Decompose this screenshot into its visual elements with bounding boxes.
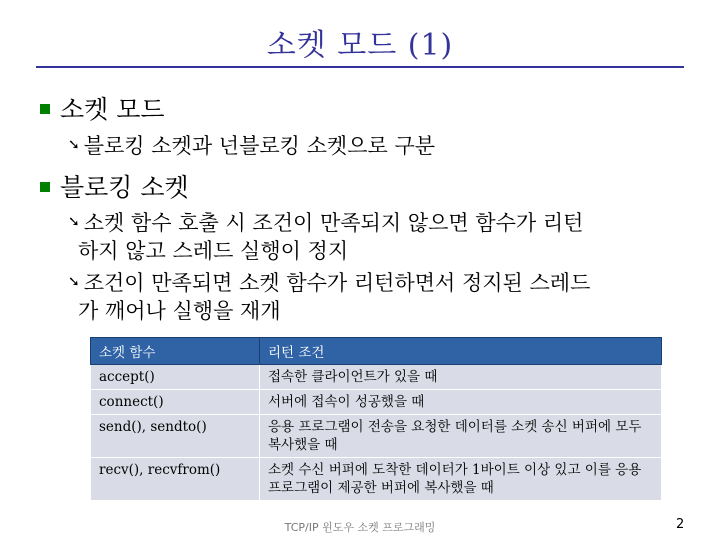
table-cell: recv(), recvfrom() [91, 458, 260, 501]
square-bullet-icon [40, 104, 50, 114]
arrow-bullet-icon: ➘ [68, 274, 80, 290]
arrow-bullet-icon: ➘ [68, 137, 80, 153]
arrow-bullet-icon: ➘ [68, 214, 80, 230]
subbullet-text: 블로킹 소켓과 넌블로킹 소켓으로 구분 [83, 134, 436, 158]
table-cell: send(), sendto() [91, 415, 260, 458]
table-row [91, 458, 662, 501]
table-cell: 접속한 클라이언트가 있을 때 [260, 365, 662, 390]
table-cell: accept() [91, 365, 260, 390]
slide-title: 소켓 모드 (1) [266, 28, 454, 63]
bullet-socket-mode [40, 90, 165, 126]
table-cell: connect() [91, 390, 260, 415]
table-header-row [91, 338, 662, 365]
page-number: 2 [676, 517, 685, 532]
subbullet-blocking-desc [68, 210, 688, 265]
column-header: 소켓 함수 [91, 338, 260, 365]
subbullet-continuation: 가 깨어나 실행을 재개 [78, 299, 281, 323]
subbullet-wakeup-desc [68, 270, 688, 325]
table-cell: 응용 프로그램이 전송을 요청한 데이터를 소켓 송신 버퍼에 모두 복사했을 때 [260, 415, 662, 458]
table-cell: 서버에 접속이 성공했을 때 [260, 390, 662, 415]
subbullet-text: 소켓 함수 호출 시 조건이 만족되지 않으면 함수가 리턴 [83, 211, 584, 235]
table-row [91, 365, 662, 390]
table-cell: 소켓 수신 버퍼에 도착한 데이터가 1바이트 이상 있고 이를 응용 프로그램이 제공한 버퍼에 복사했을 때 [260, 458, 662, 501]
subbullet-continuation: 하지 않고 스레드 실행이 정지 [78, 239, 349, 263]
title-divider [36, 66, 684, 68]
return-condition-table [90, 337, 662, 501]
subbullet-text: 조건이 만족되면 소켓 함수가 리턴하면서 정지된 스레드 [83, 271, 591, 295]
column-header: 리턴 조건 [260, 338, 662, 365]
bullet-blocking-socket [40, 168, 189, 204]
table-row [91, 390, 662, 415]
subbullet-mode-desc [68, 133, 688, 161]
slide-footer: TCP/IP 윈도우 소켓 프로그래밍 [284, 521, 436, 534]
square-bullet-icon [40, 182, 50, 192]
table-row [91, 415, 662, 458]
bullet-text: 블로킹 소켓 [60, 173, 189, 202]
bullet-text: 소켓 모드 [60, 95, 165, 124]
